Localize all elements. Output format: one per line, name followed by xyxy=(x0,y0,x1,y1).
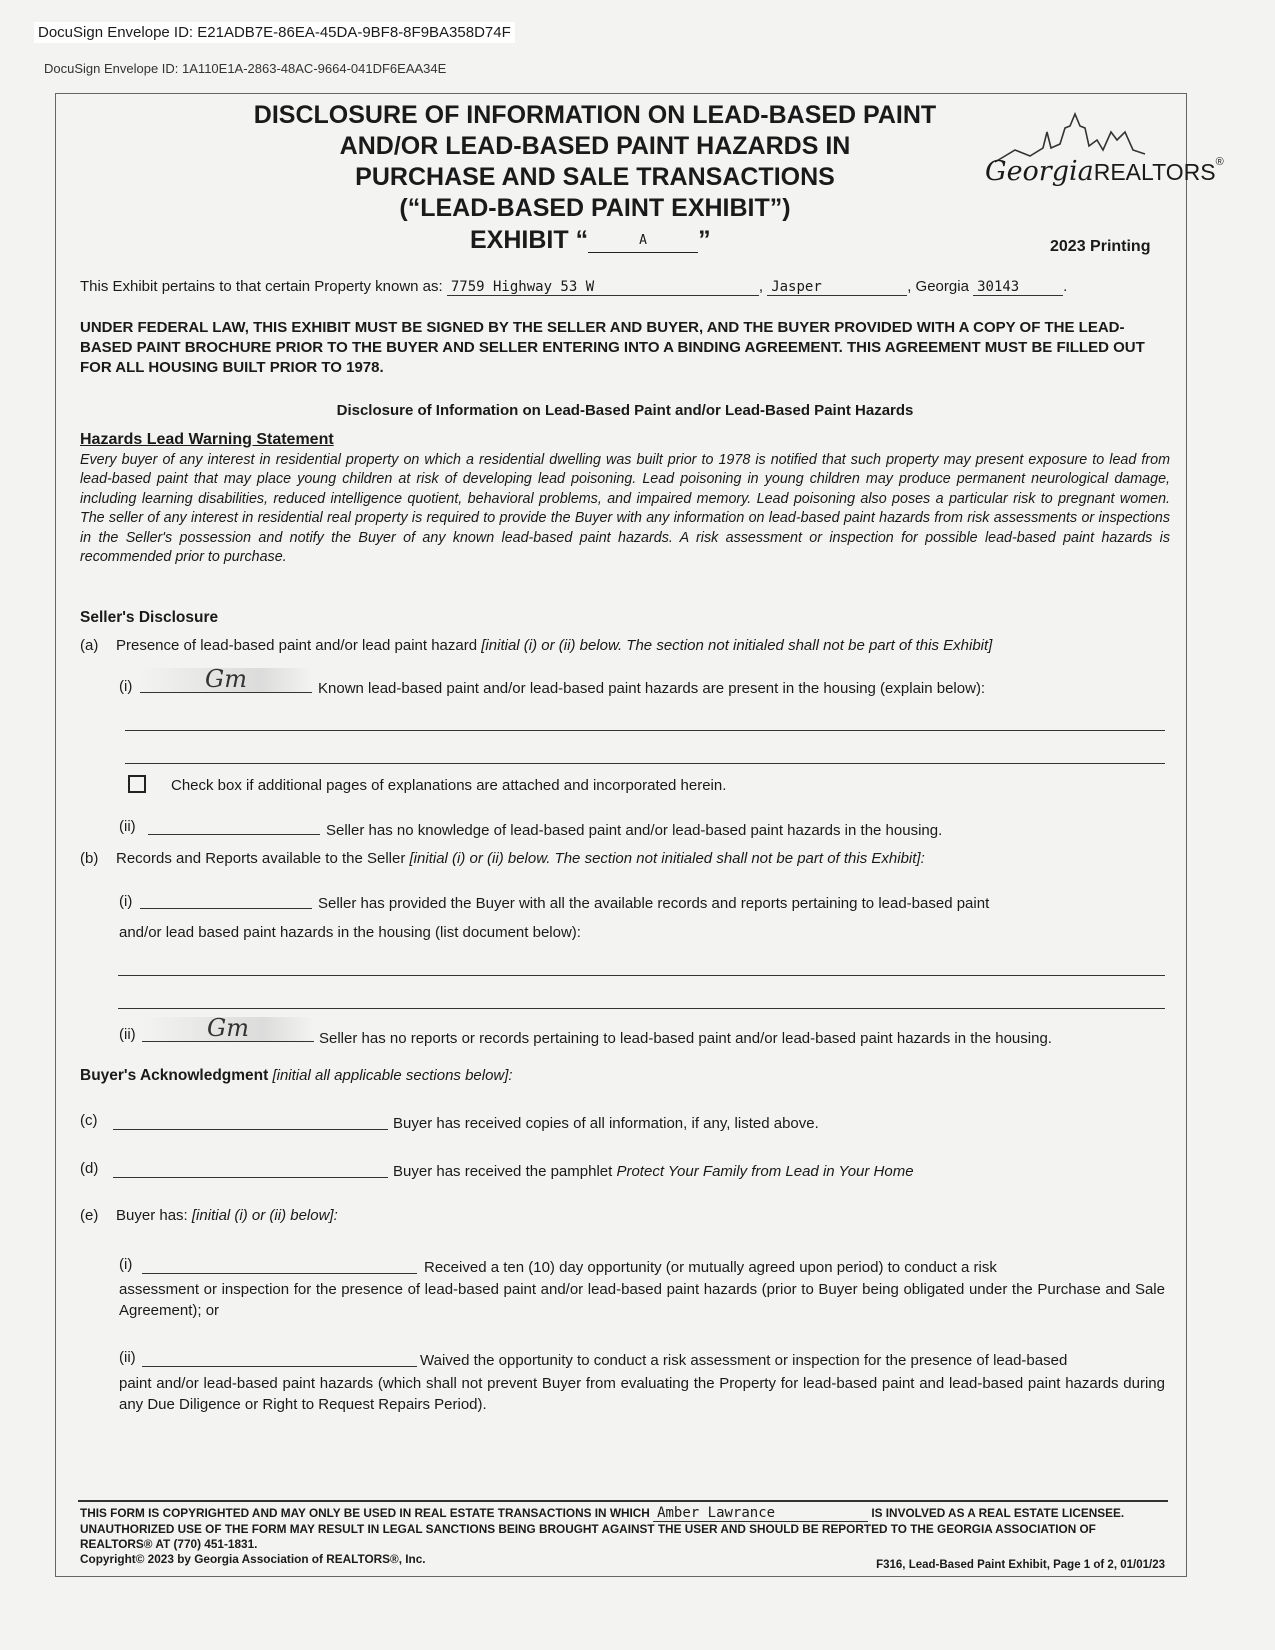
seller-b-i-initials-field[interactable] xyxy=(140,884,312,909)
state-label: Georgia xyxy=(915,278,969,295)
exhibit-label xyxy=(470,226,711,255)
seller-a-i-initials-field[interactable]: Gm xyxy=(140,668,312,693)
buyer-e-i-initials-field[interactable] xyxy=(142,1249,417,1274)
item-e-label: (e) xyxy=(80,1207,99,1224)
item-b-ii-label: (ii) xyxy=(119,1026,136,1043)
item-b-i-text-continued: and/or lead based paint hazards in the housing (list document below): xyxy=(119,924,581,941)
item-b-i-text: Seller has provided the Buyer with all the available records and reports pertaining to lead-based paint xyxy=(318,895,990,912)
property-address-field[interactable]: 7759 Highway 53 W xyxy=(447,279,759,296)
document-list-line[interactable] xyxy=(118,1008,1165,1009)
buyers-acknowledgment-note: [initial all applicable sections below]: xyxy=(272,1067,513,1084)
item-d-line xyxy=(393,1163,914,1180)
hazards-warning-title: Hazards Lead Warning Statement xyxy=(80,431,334,448)
logo-script-text: Georgia xyxy=(985,156,1094,187)
buyers-acknowledgment-line xyxy=(80,1067,513,1085)
explanation-line[interactable] xyxy=(125,763,1165,764)
item-a-ii-label: (ii) xyxy=(119,818,136,835)
title-line: AND/OR LEAD-BASED PAINT HAZARDS IN xyxy=(339,132,851,160)
docusign-envelope-id: DocuSign Envelope ID: E21ADB7E-86EA-45DA-9BF8-8F9BA358D74F xyxy=(34,22,515,43)
footer-divider xyxy=(78,1500,1168,1502)
disclosure-title: Disclosure of Information on Lead-Based Paint and/or Lead-Based Paint Hazards xyxy=(336,402,914,419)
item-d-label: (d) xyxy=(80,1160,99,1177)
checkbox-label: Check box if additional pages of explanations are attached and incorporated herein. xyxy=(171,777,727,794)
copyright-notice xyxy=(80,1506,1170,1567)
footer-text: IS INVOLVED AS A REAL ESTATE LICENSEE. UNAUTHORIZED USE OF THE FORM MAY RESULT IN LEGAL SANCTIONS BEING BROUGHT AGAINST THE USER AND SHOULD BE REPORTED TO THE GEORGIA ASSOCIATION OF REALTORS® AT (770) 451-1831. xyxy=(80,1506,1125,1551)
document-title xyxy=(215,100,975,224)
item-b-label: (b) xyxy=(80,850,99,867)
exhibit-prefix: EXHIBIT “ xyxy=(470,226,589,254)
additional-pages-checkbox[interactable] xyxy=(128,775,146,793)
item-e-i-text: Received a ten (10) day opportunity (or mutually agreed upon period) to conduct a risk xyxy=(424,1259,997,1276)
item-b-text: Records and Reports available to the Seller xyxy=(116,850,406,867)
copyright-line: Copyright© 2023 by Georgia Association of REALTORS®, Inc. xyxy=(80,1552,426,1566)
title-line: PURCHASE AND SALE TRANSACTIONS xyxy=(355,163,835,191)
item-e-ii-label: (ii) xyxy=(119,1349,136,1366)
hazards-warning-text: Every buyer of any interest in residential property on which a residential dwelling was built prior to 1978 is notified that such property may present exposure to lead from lead-based paint that may place young children at risk of developing lead poisoning. Lead poisoning in young children may produce permanent neurological damage, including learning disabilities, reduced intelligence quotient, behavioral problems, and impaired memory. Lead poisoning also poses a particular risk to pregnant women. The seller of any interest in residential real property is required to provide the Buyer with any information on lead-based paint hazards from risk assessments or inspections in the Seller's possession and notify the Buyer of any known lead-based paint hazards. A risk assessment or inspection for possible lead-based paint hazards is recommended prior to purchase. xyxy=(80,452,1170,566)
item-c-label: (c) xyxy=(80,1112,98,1129)
item-e-note: [initial (i) or (ii) below]: xyxy=(191,1207,338,1224)
item-e-ii-text: Waived the opportunity to conduct a risk assessment or inspection for the presence of lead-based xyxy=(420,1352,1068,1369)
item-e-i-text-continued: assessment or inspection for the presence of lead-based paint and/or lead-based paint hazards (prior to Buyer being obligated under the Purchase and Sale Agreement); or xyxy=(119,1281,1165,1319)
title-line: DISCLOSURE OF INFORMATION ON LEAD-BASED PAINT xyxy=(253,101,937,129)
exhibit-letter-field[interactable]: A xyxy=(588,230,698,253)
footer-text: THIS FORM IS COPYRIGHTED AND MAY ONLY BE USED IN REAL ESTATE TRANSACTIONS IN WHICH xyxy=(80,1506,650,1520)
federal-law-notice: UNDER FEDERAL LAW, THIS EXHIBIT MUST BE SIGNED BY THE SELLER AND BUYER, AND THE BUYER PROVIDED WITH A COPY OF THE LEAD-BASED PAINT BROCHURE PRIOR TO THE BUYER AND SELLER ENTERING INTO A BINDING AGREEMENT. THIS AGREEMENT MUST BE FILLED OUT FOR ALL HOUSING BUILT PRIOR TO 1978. xyxy=(80,319,1145,376)
buyer-e-ii-initials-field[interactable] xyxy=(142,1342,417,1367)
sellers-disclosure-heading: Seller's Disclosure xyxy=(80,609,219,626)
licensee-name-field[interactable]: Amber Lawrance xyxy=(653,1506,868,1522)
form-id: F316, Lead-Based Paint Exhibit, Page 1 of 2, 01/01/23 xyxy=(876,1559,1165,1571)
item-e-text: Buyer has: xyxy=(116,1207,188,1224)
exhibit-suffix: ” xyxy=(698,226,711,254)
pamphlet-title: Protect Your Family from Lead in Your Home xyxy=(616,1163,914,1180)
item-d-text: Buyer has received the pamphlet xyxy=(393,1163,613,1180)
item-a-ii-text: Seller has no knowledge of lead-based paint and/or lead-based paint hazards in the housing. xyxy=(326,822,943,839)
item-a-note: [initial (i) or (ii) below. The section not initialed shall not be part of this Exhibit] xyxy=(481,637,993,654)
item-c-text: Buyer has received copies of all information, if any, listed above. xyxy=(393,1115,819,1132)
property-label: This Exhibit pertains to that certain Property known as: xyxy=(80,278,443,295)
item-b-i-label: (i) xyxy=(119,893,133,910)
explanation-line[interactable] xyxy=(125,730,1165,731)
logo-wordmark xyxy=(985,156,1224,187)
item-e-i-label: (i) xyxy=(119,1256,133,1273)
title-line: (“LEAD-BASED PAINT EXHIBIT”) xyxy=(399,194,791,222)
georgia-realtors-logo xyxy=(985,110,1224,205)
seller-b-ii-initials-field[interactable]: Gm xyxy=(142,1017,314,1042)
item-b-line xyxy=(116,850,925,867)
property-line: This Exhibit pertains to that certain Property known as: 7759 Highway 53 W , Jasper , Georgia 30143 . xyxy=(80,278,1068,295)
item-a-text: Presence of lead-based paint and/or lead paint hazard xyxy=(116,637,478,654)
item-b-ii-text: Seller has no reports or records pertaining to lead-based paint and/or lead-based paint hazards in the housing. xyxy=(319,1030,1052,1047)
docusign-envelope-id-secondary: DocuSign Envelope ID: 1A110E1A-2863-48AC-9664-041DF6EAA34E xyxy=(44,61,447,76)
buyer-c-initials-field[interactable] xyxy=(113,1105,388,1130)
item-e-line xyxy=(116,1207,338,1224)
item-e-ii-text-continued: paint and/or lead-based paint hazards (which shall not prevent Buyer from evaluating the Property for lead-based paint and lead-based paint hazards during any Due Diligence or Right to Request Repairs Period). xyxy=(119,1375,1165,1413)
logo-text: REALTORS xyxy=(1093,159,1216,185)
item-a-label: (a) xyxy=(80,637,99,654)
buyers-acknowledgment-heading: Buyer's Acknowledgment xyxy=(80,1067,269,1084)
item-b-note: [initial (i) or (ii) below. The section not initialed shall not be part of this Exhibit]: xyxy=(409,850,925,867)
property-city-field[interactable]: Jasper xyxy=(767,279,907,296)
item-a-i-text: Known lead-based paint and/or lead-based paint hazards are present in the housing (explain below): xyxy=(318,680,986,697)
item-a-i-label: (i) xyxy=(119,678,133,695)
item-a-line xyxy=(116,637,992,654)
document-list-line[interactable] xyxy=(118,975,1165,976)
buyer-d-initials-field[interactable] xyxy=(113,1153,388,1178)
logo-registered-mark: ® xyxy=(1215,156,1224,168)
property-zip-field[interactable]: 30143 xyxy=(973,279,1063,296)
seller-a-ii-initials-field[interactable] xyxy=(148,810,320,835)
printing-year: 2023 Printing xyxy=(1050,238,1151,255)
